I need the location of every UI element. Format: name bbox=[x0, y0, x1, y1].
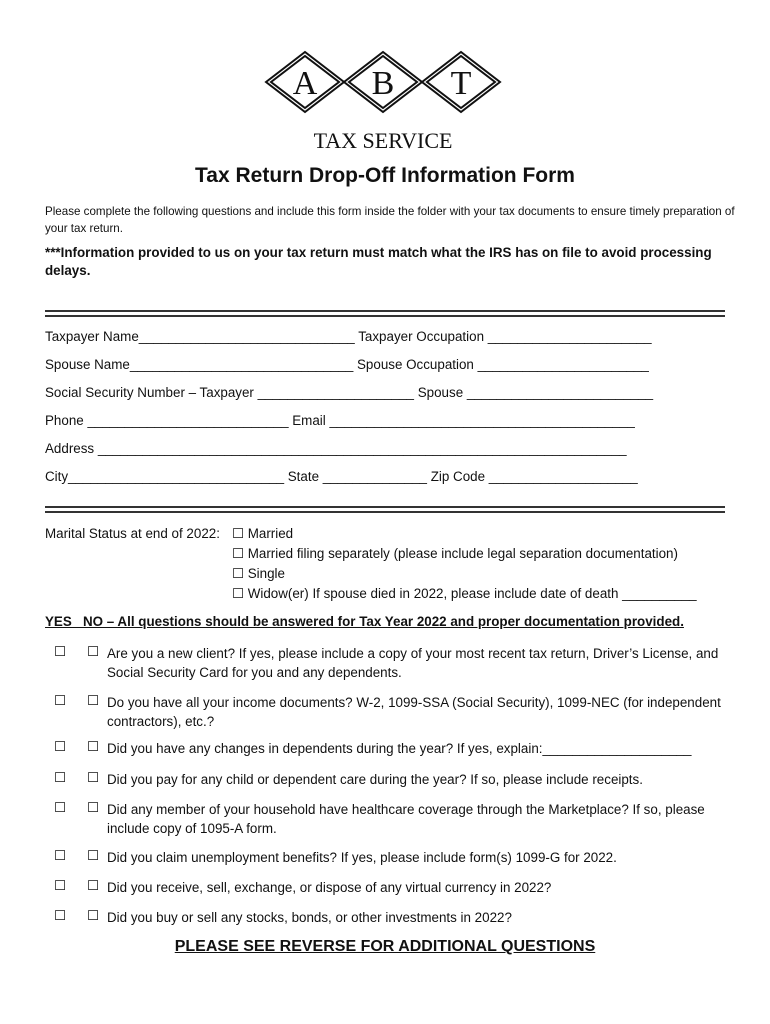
divider-middle bbox=[45, 511, 725, 513]
question-investments: Did you buy or sell any stocks, bonds, or other investments in 2022? bbox=[107, 910, 512, 925]
yes-checkbox[interactable]: ☐ bbox=[54, 644, 67, 659]
field-city-state-zip-line[interactable]: City_____________________________ State ______________ Zip Code ____________________ bbox=[45, 469, 638, 484]
divider-top bbox=[45, 310, 725, 312]
question-unemployment: Did you claim unemployment benefits? If yes, please include form(s) 1099-G for 2022. bbox=[107, 850, 617, 865]
logo-letter-a: A bbox=[292, 65, 318, 102]
no-checkbox[interactable]: ☐ bbox=[87, 800, 100, 815]
no-checkbox[interactable]: ☐ bbox=[87, 693, 100, 708]
no-checkbox[interactable]: ☐ bbox=[87, 908, 100, 923]
see-reverse-notice: PLEASE SEE REVERSE FOR ADDITIONAL QUESTIONS bbox=[174, 938, 596, 955]
marital-option-single[interactable]: ☐ Single bbox=[232, 566, 285, 581]
question-dependents-change: Did you have any changes in dependents during the year? If yes, explain:____________________ bbox=[107, 741, 692, 756]
field-ssn-line[interactable]: Social Security Number – Taxpayer _____________________ Spouse _________________________ bbox=[45, 385, 654, 400]
question-dependent-care: Did you pay for any child or dependent care during the year? If so, please include receipts. bbox=[107, 772, 643, 787]
field-phone-email-line[interactable]: Phone ___________________________ Email _________________________________________ bbox=[45, 413, 635, 428]
logo-subtitle: TAX SERVICE bbox=[313, 128, 453, 153]
field-address-line[interactable]: Address _______________________________________________________________________ bbox=[45, 441, 627, 456]
yes-checkbox[interactable]: ☐ bbox=[54, 848, 67, 863]
abt-logo bbox=[260, 46, 510, 156]
marital-option-married[interactable]: ☐ Married bbox=[232, 526, 294, 541]
marital-status-label: Marital Status at end of 2022: bbox=[45, 526, 220, 541]
marital-option-married-separately[interactable]: ☐ Married filing separately (please include legal separation documentation) bbox=[232, 546, 678, 561]
no-checkbox[interactable]: ☐ bbox=[87, 770, 100, 785]
no-checkbox[interactable]: ☐ bbox=[87, 644, 100, 659]
divider-top bbox=[45, 315, 725, 317]
yes-checkbox[interactable]: ☐ bbox=[54, 800, 67, 815]
field-spouse-line[interactable]: Spouse Name______________________________ Spouse Occupation _______________________ bbox=[45, 357, 649, 372]
field-taxpayer-line[interactable]: Taxpayer Name_____________________________ Taxpayer Occupation ______________________ bbox=[45, 329, 652, 344]
no-checkbox[interactable]: ☐ bbox=[87, 878, 100, 893]
intro-text: Please complete the following questions and include this form inside the folder with your tax documents to ensure timely preparation of your tax return. bbox=[45, 205, 735, 235]
no-checkbox[interactable]: ☐ bbox=[87, 848, 100, 863]
page-title: Tax Return Drop-Off Information Form bbox=[195, 164, 575, 187]
yes-checkbox[interactable]: ☐ bbox=[54, 878, 67, 893]
question-new-client: Are you a new client? If yes, please include a copy of your most recent tax return, Driver’s License, and Social Security Card for you and any dependents. bbox=[107, 646, 719, 680]
divider-middle bbox=[45, 506, 725, 508]
question-virtual-currency: Did you receive, sell, exchange, or dispose of any virtual currency in 2022? bbox=[107, 880, 552, 895]
irs-notice: ***Information provided to us on your tax return must match what the IRS has on file to avoid processing delays. bbox=[45, 245, 712, 278]
yes-no-header: YES NO – All questions should be answered for Tax Year 2022 and proper documentation provided. bbox=[45, 614, 684, 629]
logo-letter-t: T bbox=[450, 65, 472, 102]
yes-checkbox[interactable]: ☐ bbox=[54, 908, 67, 923]
question-marketplace-coverage: Did any member of your household have healthcare coverage through the Marketplace? If so, please include copy of 1095-A form. bbox=[107, 802, 705, 836]
question-income-documents: Do you have all your income documents? W-2, 1099-SSA (Social Security), 1099-NEC (for independent contractors), etc.? bbox=[107, 695, 721, 729]
yes-checkbox[interactable]: ☐ bbox=[54, 770, 67, 785]
yes-checkbox[interactable]: ☐ bbox=[54, 739, 67, 754]
no-checkbox[interactable]: ☐ bbox=[87, 739, 100, 754]
logo-letter-b: B bbox=[371, 65, 395, 102]
marital-option-widower[interactable]: ☐ Widow(er) If spouse died in 2022, please include date of death __________ bbox=[232, 586, 697, 601]
yes-checkbox[interactable]: ☐ bbox=[54, 693, 67, 708]
